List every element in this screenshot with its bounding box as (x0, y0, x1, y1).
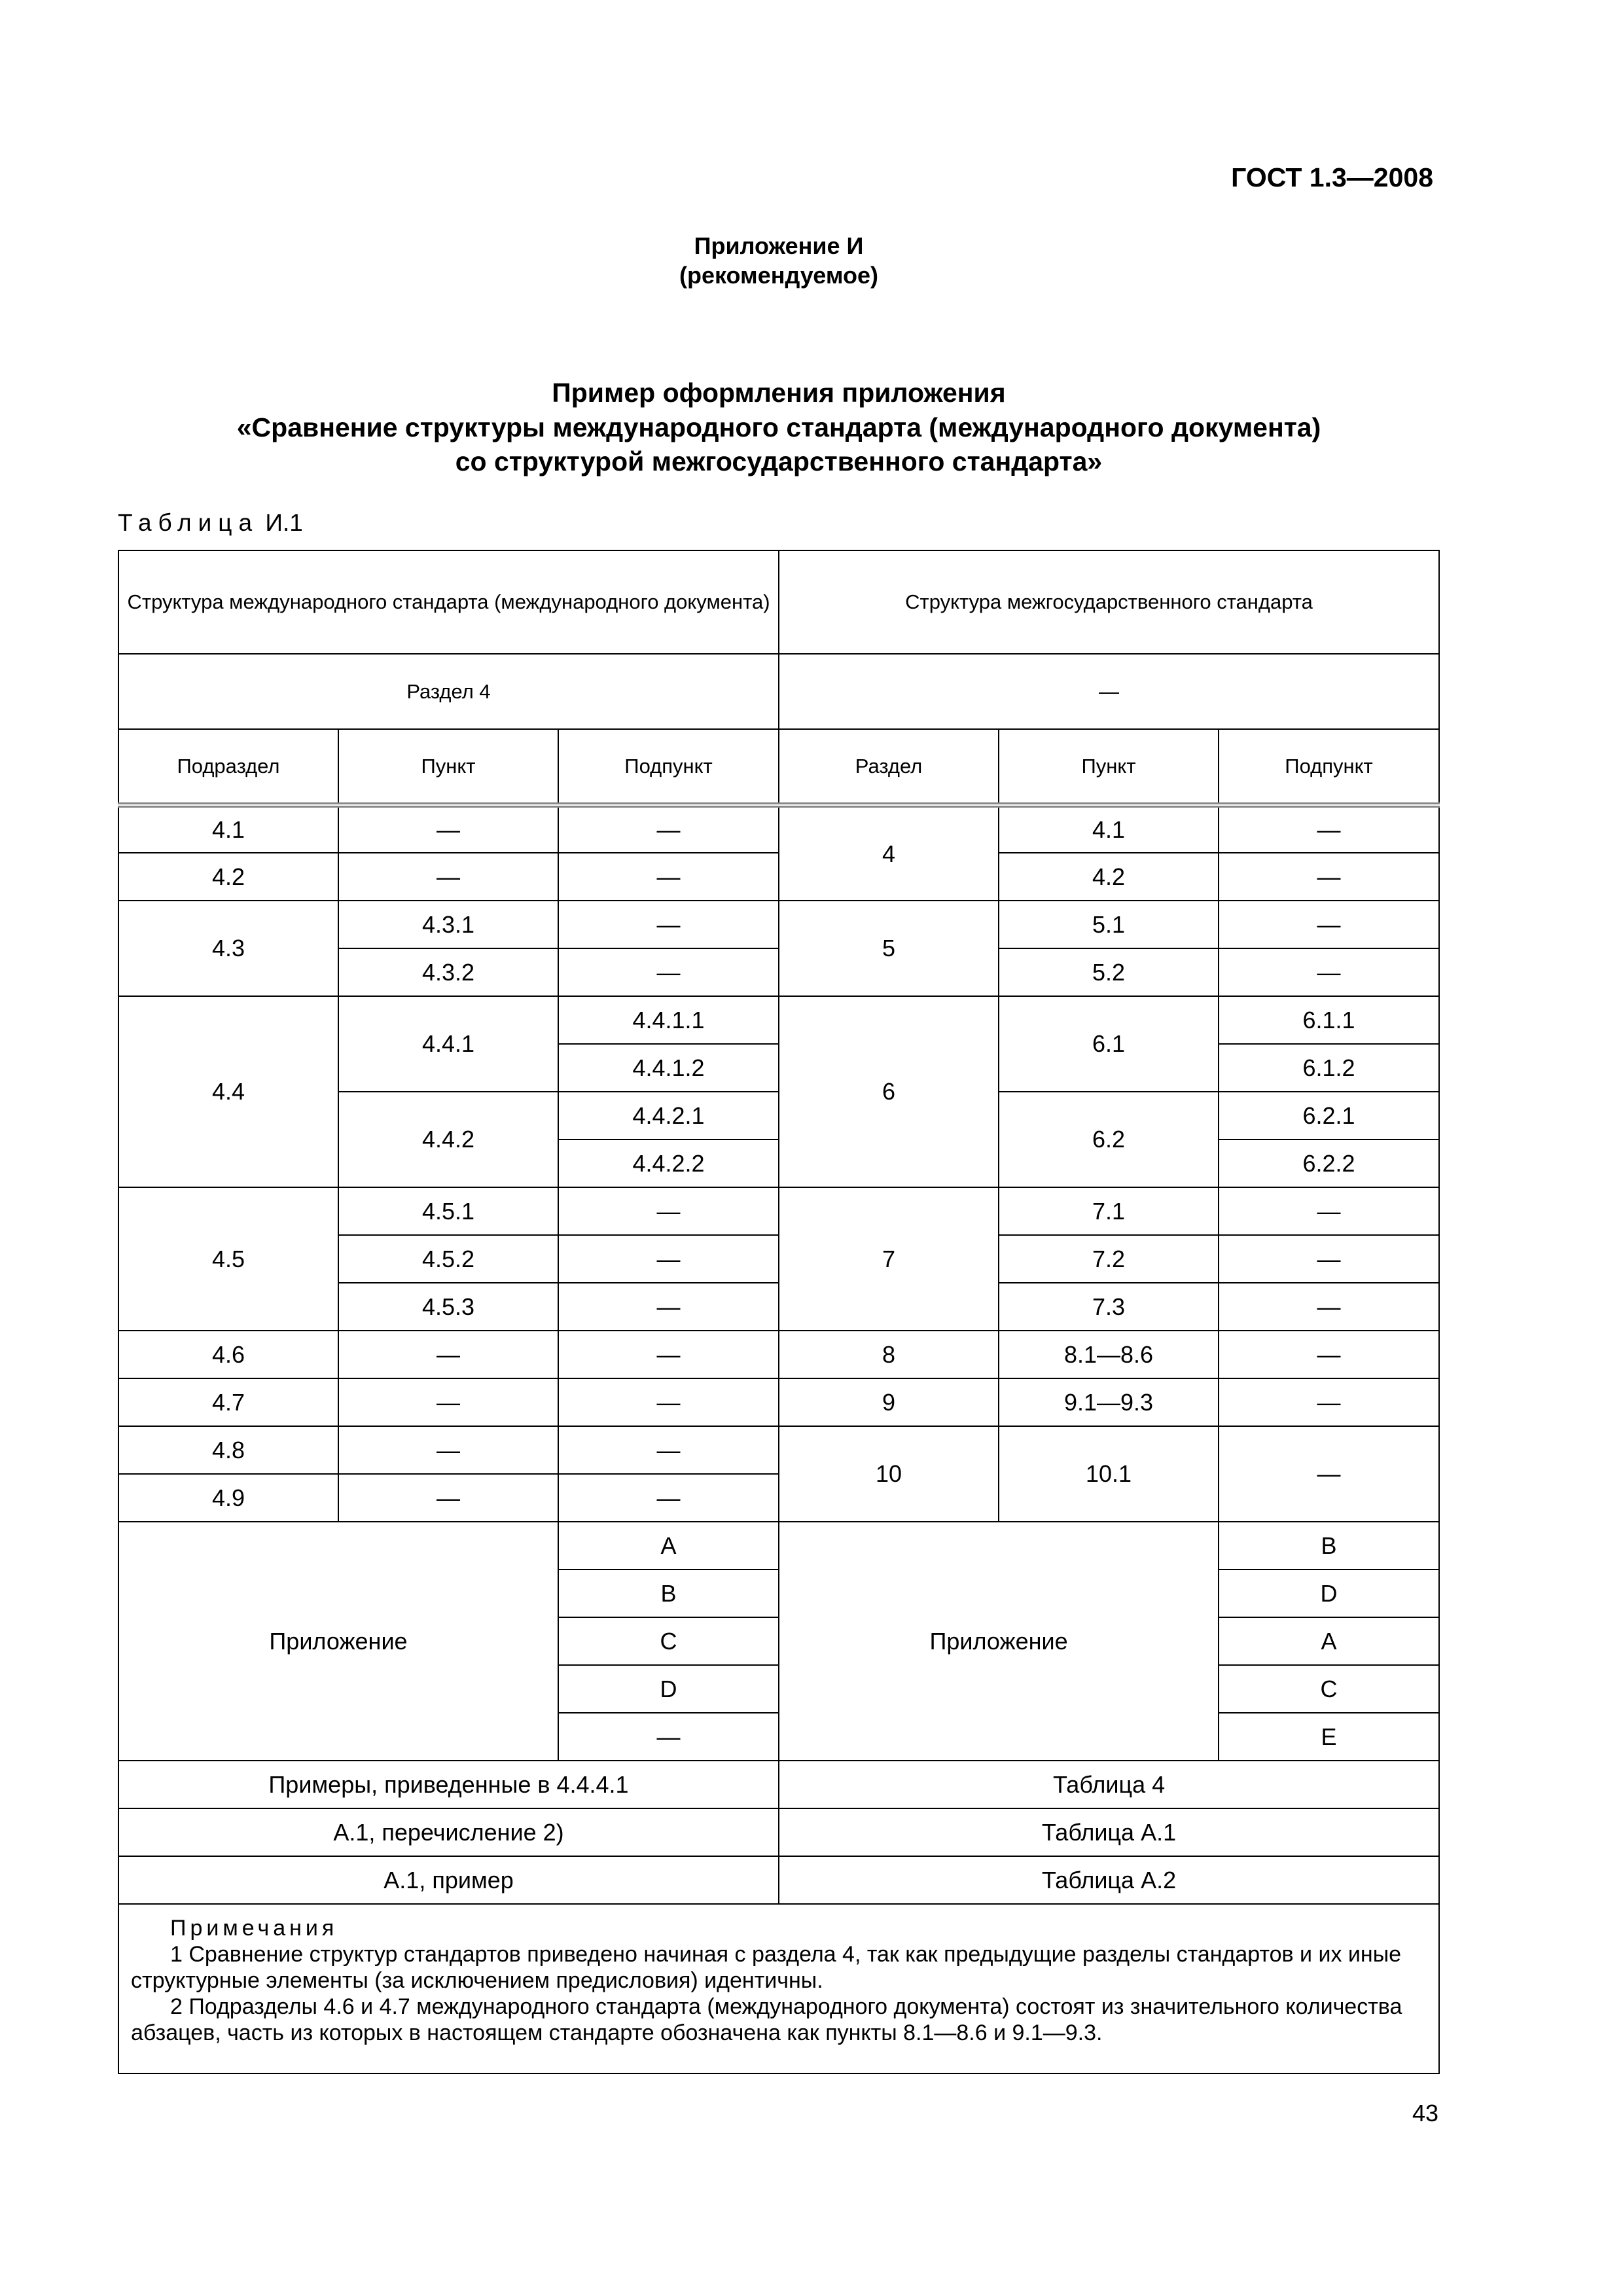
table-cell: 4.2 (999, 853, 1219, 901)
header-interstate-structure: Структура межгосударственного стандарта (779, 550, 1439, 654)
table-row (118, 996, 1439, 1044)
table-cell: Таблица 4 (779, 1761, 1439, 1808)
table-cell: 7.3 (999, 1283, 1219, 1331)
table-cell: A (1219, 1617, 1439, 1665)
note-item: 1 Сравнение структур стандартов приведено начиная с раздела 4, так как предыдущие разделы стандартов и их иные структурные элементы (за исключением предисловия) идентичны. (131, 1942, 1402, 1993)
table-label (118, 509, 303, 537)
table-cell: — (1219, 805, 1439, 853)
table-cell: D (1219, 1570, 1439, 1617)
table-cell: — (558, 1378, 779, 1426)
table-cell: 4.3.1 (338, 901, 558, 948)
note-item: 2 Подразделы 4.6 и 4.7 международного стандарта (международного документа) состоят из значительного количества абзацев, часть из которых в настоящем стандарте обозначена как пункты 8.1—8.6 и 9.1—9.3. (131, 1994, 1402, 2045)
table-cell: — (1219, 948, 1439, 996)
table-cell: 4.3 (118, 901, 338, 996)
table-cell: 4.1 (118, 805, 338, 853)
table-cell: D (558, 1665, 779, 1713)
table-cell: — (1219, 1331, 1439, 1378)
table-cell: 8.1—8.6 (999, 1331, 1219, 1378)
table-cell: C (1219, 1665, 1439, 1713)
table-cell: 4.8 (118, 1426, 338, 1474)
table-cell: — (558, 948, 779, 996)
table-row (118, 901, 1439, 948)
table-cell: 8 (779, 1331, 999, 1378)
table-row (118, 1808, 1439, 1856)
table-cell: 4.4.2.1 (558, 1092, 779, 1139)
table-cell: 4.7 (118, 1378, 338, 1426)
table-cell: 6.2.1 (1219, 1092, 1439, 1139)
table-row (118, 1522, 1439, 1570)
table-cell: 10 (779, 1426, 999, 1522)
table-cell: 4.3.2 (338, 948, 558, 996)
table-column-headers (118, 729, 1439, 805)
table-cell: 4.5.1 (338, 1187, 558, 1235)
table-cell: — (1219, 1235, 1439, 1283)
table-row (118, 1426, 1439, 1474)
annex-label-interstate: Приложение (779, 1522, 1219, 1761)
annex-title: Приложение И (694, 232, 864, 259)
table-cell: — (558, 901, 779, 948)
table-cell: — (558, 1713, 779, 1761)
document-code: ГОСТ 1.3—2008 (1231, 162, 1433, 192)
table-cell: — (558, 853, 779, 901)
table-cell: — (558, 1474, 779, 1522)
table-cell: — (558, 1187, 779, 1235)
table-cell: 4.4.1.1 (558, 996, 779, 1044)
table-cell: А.1, пример (118, 1856, 779, 1904)
table-cell: Примеры, приведенные в 4.4.4.1 (118, 1761, 779, 1808)
table-cell: 5 (779, 901, 999, 996)
table-cell: — (338, 1378, 558, 1426)
main-title-line-3: со структурой межгосударственного стандарта» (455, 446, 1103, 476)
table-cell: C (558, 1617, 779, 1665)
table-cell: 7.2 (999, 1235, 1219, 1283)
table-cell: А.1, перечисление 2) (118, 1808, 779, 1856)
table-cell: 4.4.1.2 (558, 1044, 779, 1092)
table-row (118, 1378, 1439, 1426)
table-cell: — (558, 1331, 779, 1378)
table-cell: 4.4.1 (338, 996, 558, 1092)
table-cell: — (1219, 853, 1439, 901)
table-cell: 6.1.1 (1219, 996, 1439, 1044)
main-title-line-1: Пример оформления приложения (552, 378, 1006, 408)
table-cell: — (1219, 901, 1439, 948)
table-cell: 4.9 (118, 1474, 338, 1522)
col-header: Раздел (779, 729, 999, 805)
table-cell: 4.5.2 (338, 1235, 558, 1283)
table-cell: — (338, 805, 558, 853)
table-row (118, 1187, 1439, 1235)
table-cell: 5.2 (999, 948, 1219, 996)
table-cell: B (558, 1570, 779, 1617)
table-cell: Таблица А.2 (779, 1856, 1439, 1904)
table-row (118, 1761, 1439, 1808)
table-cell: 4.4.2 (338, 1092, 558, 1187)
table-cell: 6.2 (999, 1092, 1219, 1187)
comparison-table (118, 550, 1440, 2074)
table-cell: 6.2.2 (1219, 1139, 1439, 1187)
table-cell: 4 (779, 805, 999, 901)
table-header-row (118, 654, 1439, 729)
table-cell: — (558, 1283, 779, 1331)
table-cell: 10.1 (999, 1426, 1219, 1522)
table-cell: — (338, 1426, 558, 1474)
table-cell: 6.1 (999, 996, 1219, 1092)
table-cell: Таблица А.1 (779, 1808, 1439, 1856)
table-cell: — (1219, 1378, 1439, 1426)
table-cell: 9 (779, 1378, 999, 1426)
table-cell: — (558, 805, 779, 853)
table-cell: 7.1 (999, 1187, 1219, 1235)
table-label-word: Таблица (118, 509, 259, 536)
table-cell: 9.1—9.3 (999, 1378, 1219, 1426)
table-cell: — (1219, 1283, 1439, 1331)
page-number: 43 (1412, 2100, 1438, 2126)
col-header: Пункт (338, 729, 558, 805)
table-cell: E (1219, 1713, 1439, 1761)
header-interstate-section: — (779, 654, 1439, 729)
header-intl-section: Раздел 4 (118, 654, 779, 729)
table-cell: 4.4 (118, 996, 338, 1187)
col-header: Подпункт (558, 729, 779, 805)
table-label-number: И.1 (265, 509, 303, 536)
table-cell: 6 (779, 996, 999, 1187)
table-cell: 4.5 (118, 1187, 338, 1331)
notes-row (118, 1904, 1439, 2073)
table-cell: B (1219, 1522, 1439, 1570)
table-row (118, 853, 1439, 901)
table-cell: — (558, 1426, 779, 1474)
table-cell: — (1219, 1426, 1439, 1522)
table-cell: 4.6 (118, 1331, 338, 1378)
table-cell: — (338, 1474, 558, 1522)
table-row (118, 1856, 1439, 1904)
table-cell: 5.1 (999, 901, 1219, 948)
table-row (118, 805, 1439, 853)
table-cell: 4.4.2.2 (558, 1139, 779, 1187)
table-cell: 4.2 (118, 853, 338, 901)
main-title-line-2: «Сравнение структуры международного стандарта (международного документа) (236, 412, 1321, 442)
header-intl-structure: Структура международного стандарта (международного документа) (118, 550, 779, 654)
col-header: Подраздел (118, 729, 338, 805)
table-header-row (118, 550, 1439, 654)
table-cell: — (338, 1331, 558, 1378)
table-cell: — (1219, 1187, 1439, 1235)
table-cell: 4.5.3 (338, 1283, 558, 1331)
table-cell: — (558, 1235, 779, 1283)
table-cell: 4.1 (999, 805, 1219, 853)
col-header: Подпункт (1219, 729, 1439, 805)
table-row (118, 1331, 1439, 1378)
table-cell: 7 (779, 1187, 999, 1331)
notes-title: Примечания (170, 1916, 338, 1941)
notes-cell (118, 1904, 1439, 2073)
annex-status: (рекомендуемое) (679, 262, 878, 289)
annex-label-intl: Приложение (118, 1522, 558, 1761)
table-cell: A (558, 1522, 779, 1570)
table-cell: 6.1.2 (1219, 1044, 1439, 1092)
table-cell: — (338, 853, 558, 901)
col-header: Пункт (999, 729, 1219, 805)
